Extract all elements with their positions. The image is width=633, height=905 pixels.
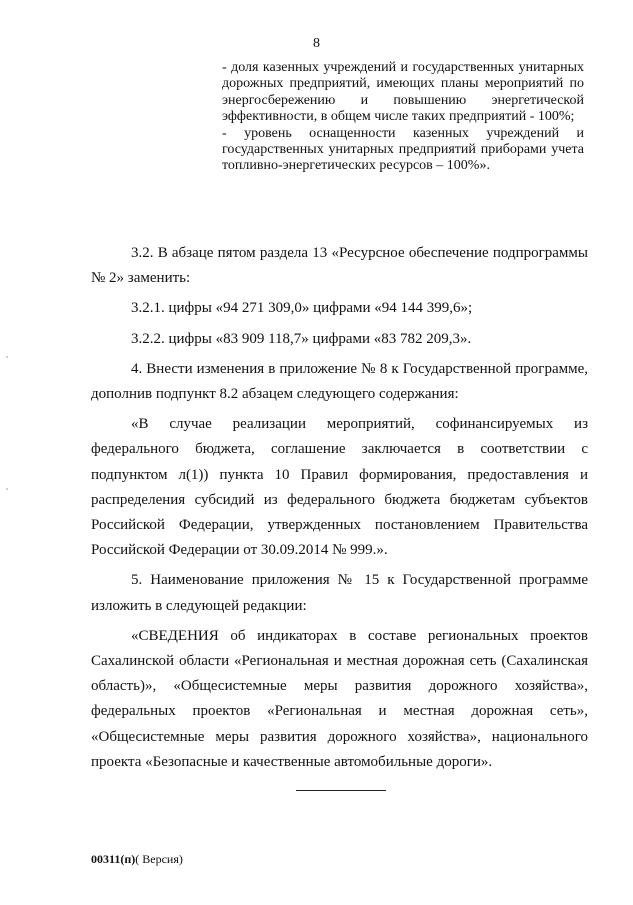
scan-artifact: [6, 356, 8, 358]
document-code: 00311(п): [91, 852, 136, 866]
separator-line: [296, 790, 386, 791]
indicator-list: [222, 60, 584, 175]
paragraph-4-quote: «В случае реализации мероприятий, софинансируемых из федерального бюджета, соглашение заключается в соответствии с подпунктом л(1)) пункта 10 Правил формирования, предоставления и распределения субсидий из федерального бюджета бюджетам субъектов Российской Федерации, утвержденных постановлением Правительства Российской Федерации от 30.09.2014 № 999.».: [91, 416, 588, 559]
scan-artifact: [6, 488, 8, 490]
footer: [91, 852, 183, 867]
page-number: 8: [313, 36, 320, 51]
paragraph-3-2-1: 3.2.1. цифры «94 271 309,0» цифрами «94 144 399,6»;: [131, 300, 473, 317]
paragraph-5-quote: «СВЕДЕНИЯ об индикаторах в составе региональных проектов Сахалинской области «Региональная и местная дорожная сеть (Сахалинская область)», «Общесистемные меры развития дорожного хозяйства», федеральных проектов «Региональная и местная дорожная сеть», «Общесистемные меры развития дорожного хозяйства», национального проекта «Безопасные и качественные автомобильные дороги».: [91, 627, 588, 770]
paragraph-5: 5. Наименование приложения № 15 к Государственной программе изложить в следующей редакции:: [91, 572, 588, 614]
paragraph-4: 4. Внести изменения в приложение № 8 к Государственной программе, дополнив подпункт 8.2 абзацем следующего содержания:: [91, 360, 588, 403]
document-version: ( Версия): [135, 852, 183, 866]
list-item: - уровень оснащенности казенных учреждений и государственных унитарных предприятий приборами учета топливно-энергетических ресурсов – 100%».: [222, 125, 584, 174]
paragraph-3-2: 3.2. В абзаце пятом раздела 13 «Ресурсное обеспечение подпрограммы № 2» заменить:: [91, 245, 588, 287]
list-item: - доля казенных учреждений и государственных унитарных дорожных предприятий, имеющих планы мероприятий по энергосбережению и повышению энергетической эффективности, в общем числе таких предприятий - 100%;: [222, 60, 584, 125]
document-body: [91, 241, 588, 775]
paragraph-3-2-2: 3.2.2. цифры «83 909 118,7» цифрами «83 782 209,3».: [131, 330, 472, 347]
